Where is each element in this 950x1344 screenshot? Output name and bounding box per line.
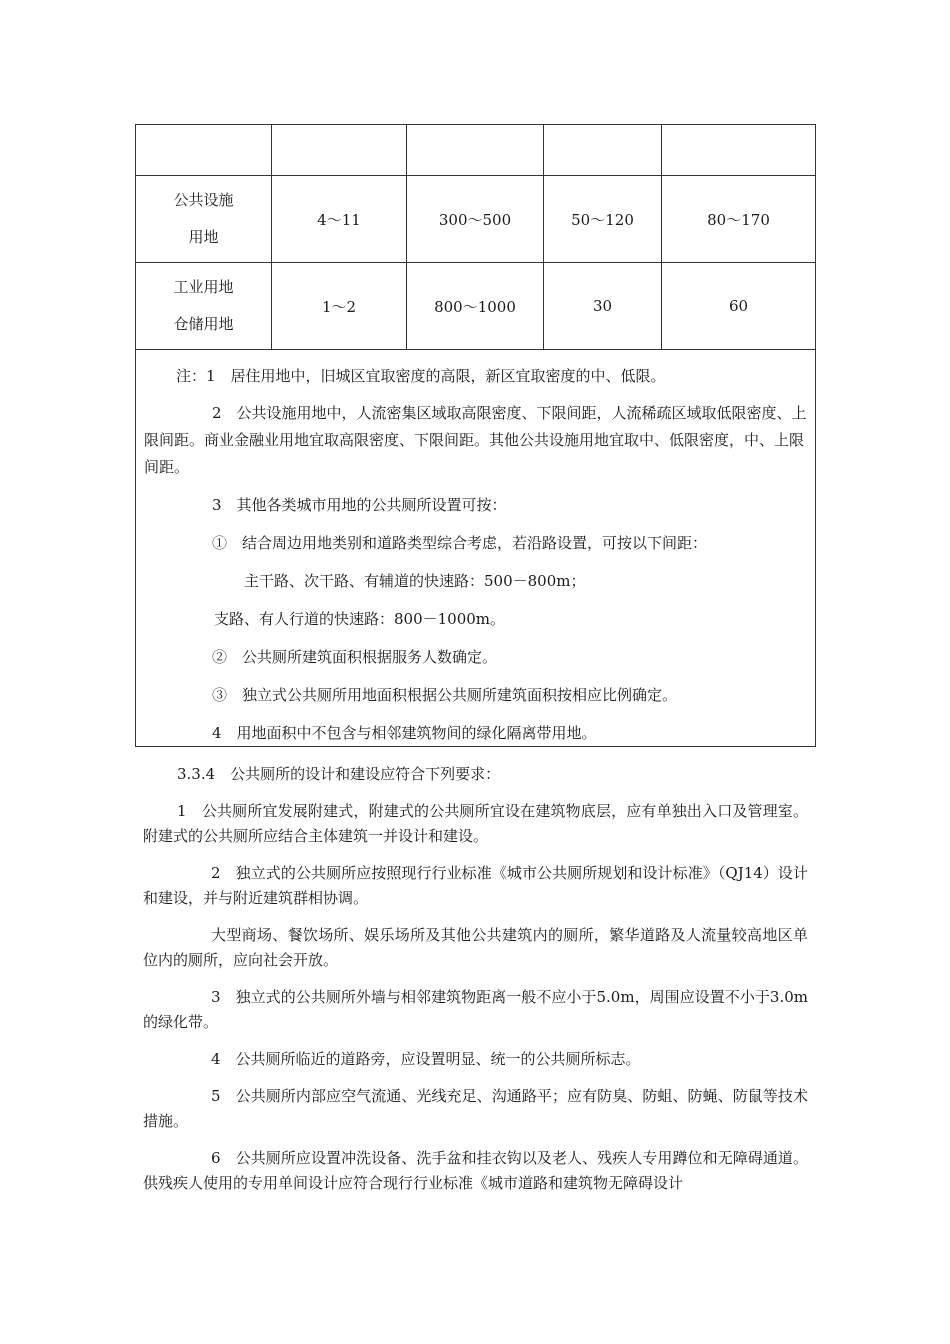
paragraph: 6 公共厕所应设置冲洗设备、洗手盆和挂衣钩以及老人、残疾人专用蹲位和无障碍通道。供残疾人使用的专用单间设计应符合现行行业标准《城市道路和建筑物无障碍设计 [143, 1149, 808, 1192]
table-cell: 1～2 [272, 263, 407, 350]
table-row [136, 263, 816, 350]
table-cell [544, 125, 662, 176]
paragraph: 4 公共厕所临近的道路旁，应设置明显、统一的公共厕所标志。 [211, 1050, 641, 1068]
note-item: 支路、有人行道的快速路：800－1000m。 [214, 610, 506, 628]
table-notes-row [136, 350, 816, 747]
row-label-cell [136, 176, 272, 263]
table-cell [662, 125, 816, 176]
table-cell [272, 125, 407, 176]
paragraph: 3 独立式的公共厕所外墙与相邻建筑物距离一般不应小于5.0m，周围应设置不小于3.0m的绿化带。 [143, 988, 808, 1031]
note-item: 注：1 居住用地中，旧城区宜取密度的高限，新区宜取密度的中、低限。 [176, 367, 666, 385]
table-row [136, 125, 816, 176]
table-cell: 4～11 [272, 176, 407, 263]
table-cell [407, 125, 544, 176]
note-item: 2 公共设施用地中，人流密集区域取高限密度、下限间距，人流稀疏区域取低限密度、上限间距。商业金融业用地宜取高限密度、下限间距。其他公共设施用地宜取中、低限密度，中、上限间距。 [144, 404, 807, 476]
section-heading: 3.3.4 公共厕所的设计和建设应符合下列要求： [177, 765, 501, 783]
note-item: ② 公共厕所建筑面积根据服务人数确定。 [212, 648, 498, 666]
table-cell: 60 [662, 263, 816, 350]
table-notes-cell [136, 350, 816, 747]
table-cell: 50～120 [544, 176, 662, 263]
paragraph: 1 公共厕所宜发展附建式，附建式的公共厕所宜设在建筑物底层，应有单独出入口及管理室。附建式的公共厕所应结合主体建筑一并设计和建设。 [143, 802, 808, 845]
row-label-line: 工业用地 [173, 278, 234, 296]
row-label-line: 公共设施 [173, 191, 234, 209]
note-item: 4 用地面积中不包含与相邻建筑物间的绿化隔离带用地。 [212, 724, 597, 742]
table-cell: 800～1000 [407, 263, 544, 350]
row-label-cell [136, 263, 272, 350]
note-item: ③ 独立式公共厕所用地面积根据公共厕所建筑面积按相应比例确定。 [212, 686, 678, 704]
table-cell: 30 [544, 263, 662, 350]
note-item: 主干路、次干路、有辅道的快速路：500－800m； [244, 572, 586, 590]
paragraph: 5 公共厕所内部应空气流通、光线充足、沟通路平；应有防臭、防蛆、防蝇、防鼠等技术措施。 [143, 1087, 808, 1130]
row-label-line: 用地 [188, 228, 219, 246]
table-cell: 300～500 [407, 176, 544, 263]
body-section [143, 762, 808, 1208]
table-row [136, 176, 816, 263]
paragraph: 2 独立式的公共厕所应按照现行行业标准《城市公共厕所规划和设计标准》（QJ14）设计和建设，并与附近建筑群相协调。 [143, 864, 808, 907]
paragraph: 大型商场、餐饮场所、娱乐场所及其他公共建筑内的厕所，繁华道路及人流量较高地区单位内的厕所，应向社会开放。 [143, 926, 808, 969]
standards-table [135, 124, 816, 747]
table-cell [136, 125, 272, 176]
table-cell: 80～170 [662, 176, 816, 263]
note-item: ① 结合周边用地类别和道路类型综合考虑，若沿路设置，可按以下间距： [212, 534, 708, 552]
row-label-line: 仓储用地 [173, 315, 234, 333]
note-item: 3 其他各类城市用地的公共厕所设置可按： [212, 496, 507, 514]
